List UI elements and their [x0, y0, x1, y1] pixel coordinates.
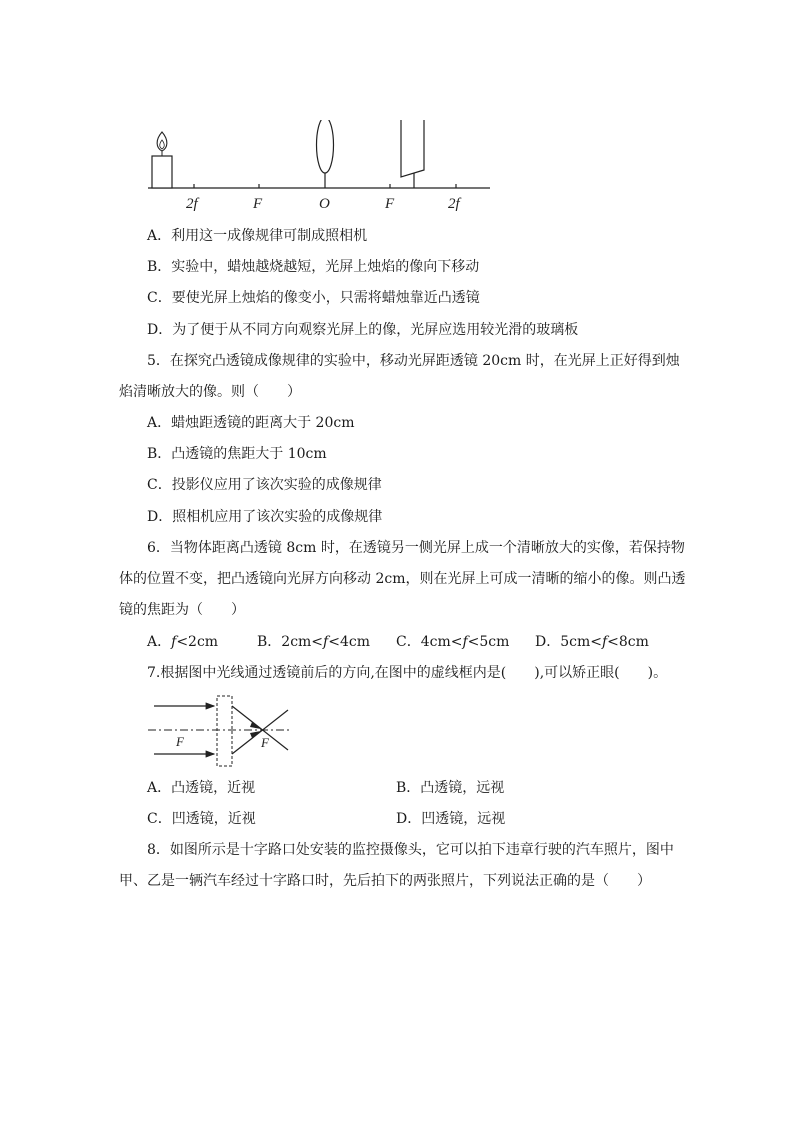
convex-lens [317, 120, 334, 173]
q7-option-d: D．凹透镜，远视 [396, 811, 506, 827]
q6-option-d-rest: <8cm [607, 634, 649, 650]
focal-label-left: F [176, 734, 184, 749]
q6-option-c-rest: <5cm [467, 634, 510, 650]
q7-option-a: A．凸透镜，近视 [147, 780, 256, 796]
axis-label-o: O [319, 196, 330, 212]
q6-option-a [147, 632, 218, 652]
q6-option-c-prefix: C．4cm< [396, 634, 463, 650]
outgoing-ray-top [232, 706, 288, 750]
q6-option-d-prefix: D．5cm< [535, 634, 602, 650]
q5-option-c: C．投影仪应用了该次实验的成像规律 [147, 477, 382, 493]
axis-label-f-right: F [385, 196, 395, 212]
q6-option-c [396, 632, 509, 652]
q4-option-b: B．实验中，蜡烛越烧越短，光屏上烛焰的像向下移动 [147, 259, 480, 275]
lens-dashed-box [217, 696, 232, 766]
q6-option-a-rest: <2cm [176, 634, 219, 650]
q6-option-d-var: f [601, 634, 608, 650]
q8-stem-line1: 8．如图所示是十字路口处安装的监控摄像头，它可以拍下违章行驶的汽车照片，图中 [147, 842, 674, 858]
q7-stem: 7.根据图中光线通过透镜前后的方向,在图中的虚线框内是( ),可以矫正眼( )。 [147, 665, 668, 681]
q5-stem-line2: 焰清晰放大的像。则（ ） [119, 384, 301, 400]
q6-option-a-prefix: A． [147, 634, 172, 650]
ray-arrow-top [250, 722, 261, 729]
q6-option-c-var: f [462, 634, 468, 650]
light-screen [401, 120, 424, 177]
q6-option-b [257, 632, 370, 652]
outgoing-ray-bottom [232, 710, 288, 754]
q6-option-a-var: f [171, 634, 177, 650]
candle-body [152, 156, 172, 188]
q5-option-a: A．蜡烛距透镜的距离大于 20cm [147, 415, 355, 431]
q6-stem-line1: 6．当物体距离凸透镜 8cm 时，在透镜另一侧光屏上成一个清晰放大的实像，若保持物 [147, 540, 685, 556]
q6-option-b-var: f [323, 634, 329, 650]
q4-option-c: C．要使光屏上烛焰的像变小，只需将蜡烛靠近凸透镜 [147, 290, 480, 306]
q6-option-d [535, 632, 649, 652]
optical-bench-figure [140, 120, 500, 220]
q7-option-b: B．凸透镜，远视 [396, 780, 505, 796]
focal-label-right: F [261, 735, 269, 750]
q6-stem-line2: 体的位置不变，把凸透镜向光屏方向移动 2cm，则在光屏上可成一清晰的缩小的像。则凸透 [119, 571, 686, 587]
axis-label-2f-right: 2f [448, 196, 460, 212]
q6-stem-line3: 镜的焦距为（ ） [119, 602, 245, 618]
q4-option-d: D．为了便于从不同方向观察光屏上的像，光屏应选用较光滑的玻璃板 [147, 322, 579, 338]
q4-option-a: A．利用这一成像规律可制成照相机 [147, 228, 368, 244]
q5-option-b: B．凸透镜的焦距大于 10cm [147, 446, 327, 462]
axis-label-2f-left: 2f [186, 196, 198, 212]
q8-stem-line2: 甲、乙是一辆汽车经过十字路口时，先后拍下的两张照片，下列说法正确的是（ ） [119, 873, 651, 889]
ray-arrow-bottom [250, 731, 261, 738]
q5-stem-line1: 5．在探究凸透镜成像规律的实验中，移动光屏距透镜 20cm 时，在光屏上正好得到烛 [147, 353, 680, 369]
q6-option-b-rest: <4cm [328, 634, 370, 650]
q5-option-d: D．照相机应用了该次实验的成像规律 [147, 509, 383, 525]
q7-option-c: C．凹透镜，近视 [147, 811, 256, 827]
axis-label-f-left: F [253, 196, 263, 212]
lens-ray-figure [140, 694, 300, 770]
q6-option-b-prefix: B．2cm< [257, 634, 324, 650]
